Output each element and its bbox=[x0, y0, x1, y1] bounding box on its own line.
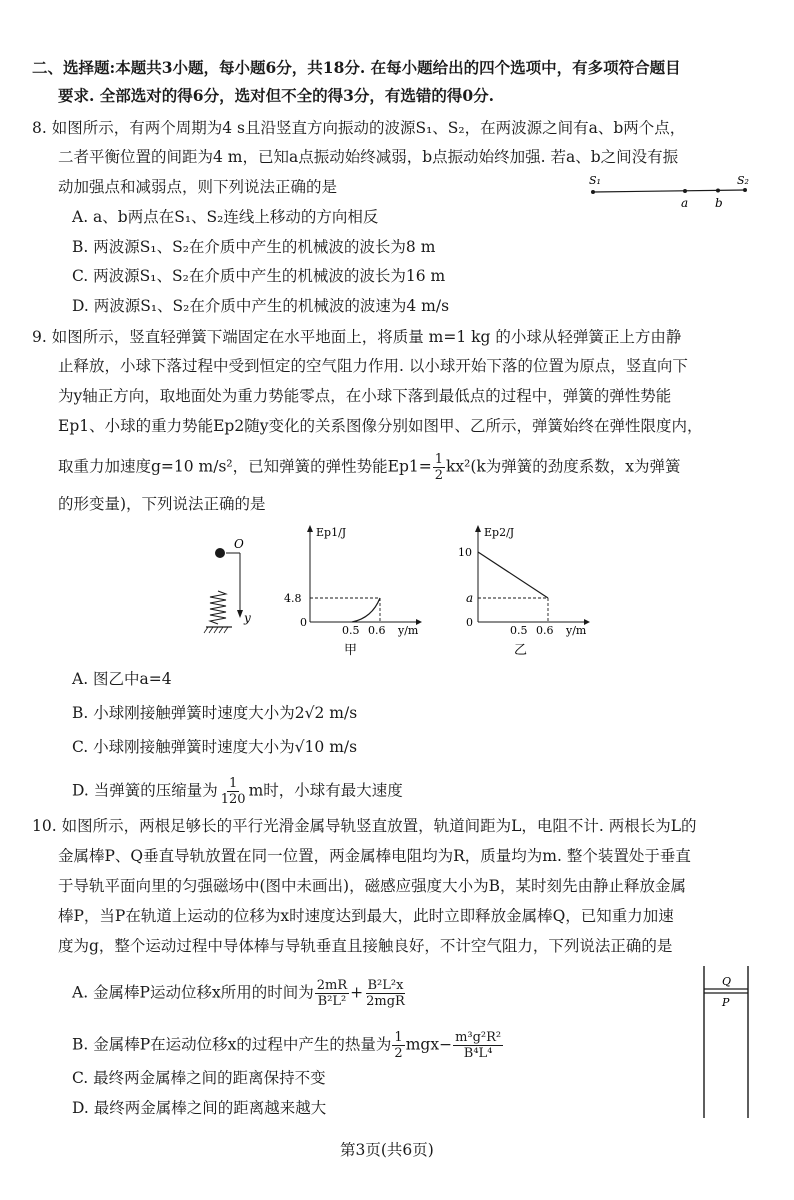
q9-jia-caption: 甲 bbox=[344, 643, 358, 658]
q9-yi-caption: 乙 bbox=[514, 643, 528, 658]
q9-spring-setup-figure bbox=[196, 530, 260, 640]
q9-yi-ylabel: Ep2/J bbox=[484, 526, 515, 539]
q10-option-b-frac1-den: 2 bbox=[394, 1046, 403, 1061]
q10-stem-line1: 10. 如图所示，两根足够长的平行光滑金属导轨竖直放置，轨道间距为L，电阻不计. 两根长为L的 bbox=[32, 817, 697, 835]
q9-stem-line1: 9. 如图所示，竖直轻弹簧下端固定在水平地面上，将质量 m=1 kg 的小球从轻弹簧正上方由静 bbox=[32, 328, 682, 346]
q10-stem-line4: 棒P，当P在轨道上运动的位移为x时速度达到最大，此时立即释放金属棒Q，已知重力加速 bbox=[58, 907, 674, 925]
q10-option-c: C. 最终两金属棒之间的距离保持不变 bbox=[72, 1069, 326, 1087]
q8-stem-line3: 动加强点和减弱点，则下列说法正确的是 bbox=[58, 178, 338, 196]
q8-wave-source-figure bbox=[585, 170, 760, 215]
q9-stem-line2: 止释放，小球下落过程中受到恒定的空气阻力作用. 以小球开始下落的位置为原点，竖直向下 bbox=[58, 357, 688, 375]
q9-option-d bbox=[72, 776, 403, 807]
q10-option-b-mid: mgx− bbox=[405, 1035, 453, 1054]
q9-axis-label: y bbox=[244, 611, 251, 625]
q9-jia-xlabel: y/m bbox=[398, 624, 419, 637]
q9-jia-zero: 0 bbox=[300, 616, 307, 629]
q10-fig-q-label: Q bbox=[722, 975, 732, 988]
q9-stem-line6: 的形变量)，下列说法正确的是 bbox=[58, 495, 266, 513]
q9-jia-x-tick-0: 0.5 bbox=[342, 624, 360, 637]
q9-half-num: 1 bbox=[434, 452, 444, 467]
q9-line5-pre: 取重力加速度g=10 m/s²，已知弹簧的弹性势能Ep1= bbox=[58, 457, 432, 476]
q9-yi-x-tick-1: 0.6 bbox=[536, 624, 554, 637]
q9-jia-curve bbox=[352, 598, 380, 622]
q8-stem-line2: 二者平衡位置的间距为4 m，已知a点振动始终减弱，b点振动始终加强. 若a、b之间没有振 bbox=[58, 148, 679, 166]
page-footer: 第3页(共6页) bbox=[340, 1141, 434, 1159]
q8-fig-b-label: b bbox=[715, 196, 723, 210]
q10-option-d: D. 最终两金属棒之间的距离越来越大 bbox=[72, 1099, 327, 1117]
q8-stem-line1: 8. 如图所示，有两个周期为4 s且沿竖直方向振动的波源S₁、S₂，在两波源之间有a、b两个点， bbox=[32, 119, 686, 137]
q10-option-b-frac1-num: 1 bbox=[394, 1030, 403, 1045]
q8-option-b: B. 两波源S₁、S₂在介质中产生的机械波的波长为8 m bbox=[72, 238, 436, 256]
q9-option-a: A. 图乙中a=4 bbox=[72, 670, 172, 688]
q9-jia-x-tick-1: 0.6 bbox=[368, 624, 386, 637]
q10-fig-p-label: P bbox=[722, 996, 730, 1009]
q9-chart-jia bbox=[282, 520, 432, 660]
q9-yi-zero: 0 bbox=[466, 616, 473, 629]
q10-option-a-pre: A. 金属棒P运动位移x所用的时间为 bbox=[72, 983, 314, 1002]
q10-option-a bbox=[72, 978, 408, 1009]
q10-option-a-frac2-den: 2mgR bbox=[366, 994, 405, 1009]
q9-line5-post: kx²(k为弹簧的劲度系数，x为弹簧 bbox=[446, 457, 681, 476]
q9-option-d-pre: D. 当弹簧的压缩量为 bbox=[72, 781, 218, 800]
section-heading-line1: 二、选择题:本题共3小题，每小题6分，共18分. 在每小题给出的四个选项中，有多项符合题目 bbox=[32, 58, 681, 77]
q9-chart-yi bbox=[452, 520, 602, 660]
q9-half-fraction bbox=[433, 452, 445, 483]
q10-stem-line3: 于导轨平面向里的匀强磁场中(图中未画出)，磁感应强度大小为B，某时刻先由静止释放金属 bbox=[58, 877, 686, 895]
q9-option-b: B. 小球刚接触弹簧时速度大小为2√2 m/s bbox=[72, 704, 358, 722]
q10-option-a-frac2-num: B²L²x bbox=[367, 978, 404, 993]
q8-fig-a-label: a bbox=[681, 196, 689, 210]
q8-fig-s2-label: S₂ bbox=[737, 174, 749, 187]
q10-option-a-frac1-den: B²L² bbox=[317, 994, 347, 1009]
q10-option-b-frac2-num: m³g²R² bbox=[455, 1030, 502, 1045]
q10-option-a-plus: + bbox=[350, 983, 364, 1002]
q9-option-d-den: 120 bbox=[220, 792, 246, 807]
q10-rail-figure bbox=[690, 962, 760, 1122]
q9-jia-ylabel: Ep1/J bbox=[316, 526, 347, 539]
q10-option-b bbox=[72, 1030, 504, 1061]
q10-option-b-frac1 bbox=[392, 1030, 404, 1061]
q8-option-d: D. 两波源S₁、S₂在介质中产生的机械波的波速为4 m/s bbox=[72, 297, 450, 315]
q10-stem-line5: 度为g，整个运动过程中导体棒与导轨垂直且接触良好，不计空气阻力，下列说法正确的是 bbox=[58, 937, 673, 955]
q8-option-c: C. 两波源S₁、S₂在介质中产生的机械波的波长为16 m bbox=[72, 267, 446, 285]
q10-stem-line2: 金属棒P、Q垂直导轨放置在同一位置，两金属棒电阻均为R，质量均为m. 整个装置处于垂直 bbox=[58, 847, 691, 865]
section-heading-line2: 要求. 全部选对的得6分，选对但不全的得3分，有选错的得0分. bbox=[58, 86, 495, 105]
q9-option-d-num: 1 bbox=[229, 776, 238, 791]
q9-stem-line3: 为y轴正方向，取地面处为重力势能零点，在小球下落到最低点的过程中，弹簧的弹性势能 bbox=[58, 387, 672, 405]
q9-yi-y-mark: a bbox=[466, 591, 474, 605]
q10-option-b-frac2 bbox=[453, 1030, 503, 1061]
q8-option-a: A. a、b两点在S₁、S₂连线上移动的方向相反 bbox=[72, 208, 379, 226]
q10-option-a-frac1-num: 2mR bbox=[316, 978, 348, 993]
q10-option-a-frac2 bbox=[364, 978, 407, 1009]
q10-option-a-frac1 bbox=[315, 978, 349, 1009]
q10-option-b-pre: B. 金属棒P在运动位移x的过程中产生的热量为 bbox=[72, 1035, 392, 1054]
q9-jia-y-tick: 4.8 bbox=[284, 592, 302, 605]
q9-yi-xlabel: y/m bbox=[566, 624, 587, 637]
q9-option-c: C. 小球刚接触弹簧时速度大小为√10 m/s bbox=[72, 738, 358, 756]
q9-yi-line bbox=[478, 552, 548, 598]
q8-fig-s1-label: S₁ bbox=[589, 174, 601, 187]
q10-option-b-frac2-den: B⁴L⁴ bbox=[463, 1046, 493, 1061]
q9-origin-label: O bbox=[234, 537, 244, 551]
q9-yi-y-top: 10 bbox=[458, 546, 472, 559]
q9-option-d-fraction bbox=[219, 776, 248, 807]
q9-stem-line5 bbox=[58, 452, 681, 483]
q9-half-den: 2 bbox=[434, 468, 444, 483]
q9-option-d-post: m时，小球有最大速度 bbox=[248, 781, 403, 800]
q9-stem-line4: Ep1、小球的重力势能Ep2随y变化的关系图像分别如图甲、乙所示，弹簧始终在弹性限度内， bbox=[58, 417, 703, 435]
q9-yi-x-tick-0: 0.5 bbox=[510, 624, 528, 637]
